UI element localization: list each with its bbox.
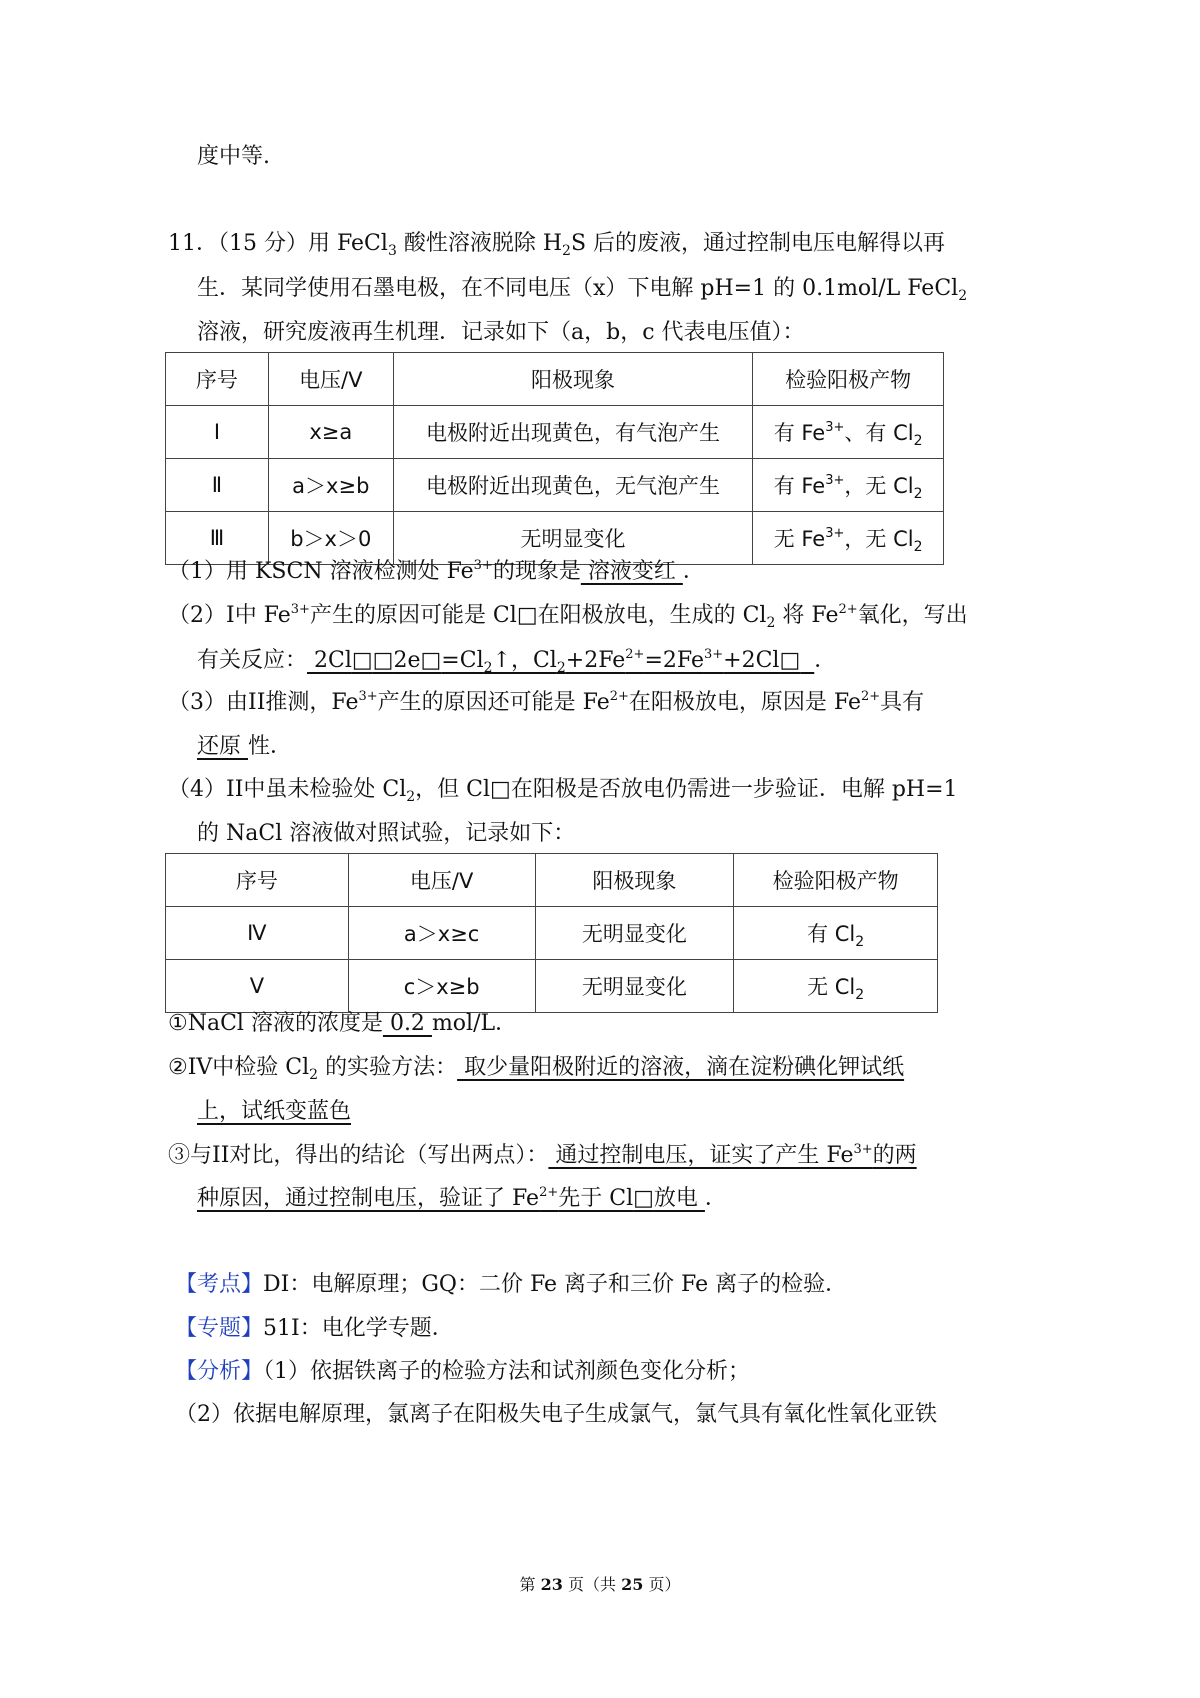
row-voltage: a＞x≥b — [268, 459, 393, 512]
row-phenomenon: 电极附近出现黄色，无气泡产生 — [393, 459, 752, 512]
answer-s3-cont: 种原因，通过控制电压，验证了 $Fe^{2+}$先于 Cl□放电 — [197, 1185, 705, 1211]
row-product: 有 $Fe^{3+}$，无 $Cl_2$ — [753, 459, 944, 512]
header-cell: 检验阳极产物 — [734, 854, 938, 907]
zhuanti-tag: 【专题】 — [175, 1316, 264, 1341]
page-number: 23 — [540, 1575, 563, 1594]
question-11-intro-line3: 溶液，研究废液再生机理．记录如下（a，b，c 代表电压值）： — [197, 320, 805, 345]
table-row — [166, 907, 938, 960]
sub-question-2-line1: ②IV中检验 $Cl_2$ 的实验方法： 取少量阳极附近的溶液，滴在淀粉碘化钾试纸 — [168, 1055, 905, 1083]
row-voltage: x≥a — [268, 406, 393, 459]
row-voltage: c＞x≥b — [348, 960, 535, 1013]
part-2-line2: 有关反应： $2Cl□□2e□=Cl_2↑$，$Cl_2+2Fe^{2+}=2Fe^{3+}+2Cl□$ ． — [197, 647, 837, 676]
row-product: 无 $Cl_2$ — [734, 960, 938, 1013]
row-phenomenon: 电极附近出现黄色，有气泡产生 — [393, 406, 752, 459]
previous-answer-tail: 度中等. — [197, 144, 270, 169]
question-11-intro-line2: 生．某同学使用石墨电极，在不同电压（x）下电解 pH=1 的 0.1mol/L FeCl$_2$ — [197, 276, 968, 304]
electrolysis-table-fecl2 — [165, 352, 944, 565]
table-row — [166, 406, 944, 459]
table-row — [166, 960, 938, 1013]
kaodian-tag: 【考点】 — [175, 1272, 264, 1297]
question-11-intro-line1: 11．（15 分）用 FeCl$_3$ 酸性溶液脱除 $H_2S$ 后的废液，通过控制电压电解得以再 — [168, 231, 946, 259]
part-3-line1: （3）由II推测，$Fe^{3+}$产生的原因还可能是 $Fe^{2+}$在阳极放电，原因是 $Fe^{2+}$具有 — [168, 689, 925, 715]
note-fenxi: 【分析】（1）依据铁离子的检验方法和试剂颜色变化分析； — [175, 1359, 751, 1384]
fenxi-tag: 【分析】 — [175, 1359, 264, 1384]
header-cell: 检验阳极产物 — [753, 353, 944, 406]
table-header-row — [166, 353, 944, 406]
sub-question-1: ①NaCl 溶液的浓度是 0.2 mol/L． — [168, 1011, 518, 1036]
row-product: 有 $Cl_2$ — [734, 907, 938, 960]
part-3-line2: 还原 性． — [197, 734, 293, 759]
header-cell: 阳极现象 — [393, 353, 752, 406]
row-phenomenon: 无明显变化 — [535, 960, 734, 1013]
table-row — [166, 459, 944, 512]
table-row — [166, 512, 944, 565]
answer-1: 溶液变红 — [580, 559, 683, 584]
electrolysis-table-nacl — [165, 853, 938, 1013]
note-kaodian: 【考点】DI：电解原理；GQ：二价 Fe 离子和三价 Fe 离子的检验． — [175, 1272, 848, 1297]
row-product: 无 $Fe^{3+}$，无 $Cl_2$ — [753, 512, 944, 565]
page-footer: 第 23 页（共 25 页） — [519, 1575, 681, 1594]
row-voltage: a＞x≥c — [348, 907, 535, 960]
header-cell: 序号 — [166, 854, 349, 907]
table-header-row — [166, 854, 938, 907]
answer-s2-cont: 上，试纸变蓝色 — [197, 1099, 352, 1124]
part-4-line2: 的 NaCl 溶液做对照试验，记录如下： — [197, 821, 576, 846]
row-phenomenon: 无明显变化 — [393, 512, 752, 565]
sub-question-3-line2: 种原因，通过控制电压，验证了 $Fe^{2+}$先于 Cl□放电 ． — [197, 1185, 727, 1211]
answer-3: 还原 — [197, 734, 248, 759]
part-4-line1: （4）II中虽未检验处 $Cl_2$，但 Cl□在阳极是否放电仍需进一步验证．电解 pH=1 — [168, 777, 958, 805]
row-product: 有 $Fe^{3+}$、有 $Cl_2$ — [753, 406, 944, 459]
header-cell: 阳极现象 — [535, 854, 734, 907]
page-total: 25 — [621, 1575, 644, 1594]
row-id: Ⅱ — [166, 459, 269, 512]
row-id: Ⅳ — [166, 907, 349, 960]
row-id: Ⅴ — [166, 960, 349, 1013]
row-id: Ⅰ — [166, 406, 269, 459]
answer-s2: 取少量阳极附近的溶液，滴在淀粉碘化钾试纸 — [457, 1055, 905, 1080]
answer-s3: 通过控制电压，证实了产生 $Fe^{3+}$的两 — [548, 1142, 917, 1168]
header-cell: 电压/V — [348, 854, 535, 907]
row-id: Ⅲ — [166, 512, 269, 565]
row-phenomenon: 无明显变化 — [535, 907, 734, 960]
note-fenxi-line2: （2）依据电解原理，氯离子在阳极失电子生成氯气，氯气具有氧化性氧化亚铁 — [175, 1402, 937, 1427]
part-1: （1）用 KSCN 溶液检测处 $Fe^{3+}$的现象是 溶液变红 ． — [168, 558, 705, 584]
header-cell: 序号 — [166, 353, 269, 406]
answer-s1: 0.2 — [382, 1011, 432, 1036]
sub-question-2-line2 — [197, 1101, 351, 1123]
part-2-line1: （2）I中 $Fe^{3+}$产生的原因可能是 Cl□在阳极放电，生成的 $Cl_2$ 将 $Fe^{2+}$氧化，写出 — [168, 602, 968, 631]
answer-2: $2Cl□□2e□=Cl_2↑$，$Cl_2+2Fe^{2+}=2Fe^{3+}+2Cl□$ — [307, 647, 801, 676]
header-cell: 电压/V — [268, 353, 393, 406]
row-voltage: b＞x＞0 — [268, 512, 393, 565]
note-zhuanti: 【专题】51I：电化学专题． — [175, 1316, 454, 1341]
sub-question-3-line1: ③与II对比，得出的结论（写出两点）： 通过控制电压，证实了产生 $Fe^{3+}$的两 — [168, 1142, 917, 1168]
